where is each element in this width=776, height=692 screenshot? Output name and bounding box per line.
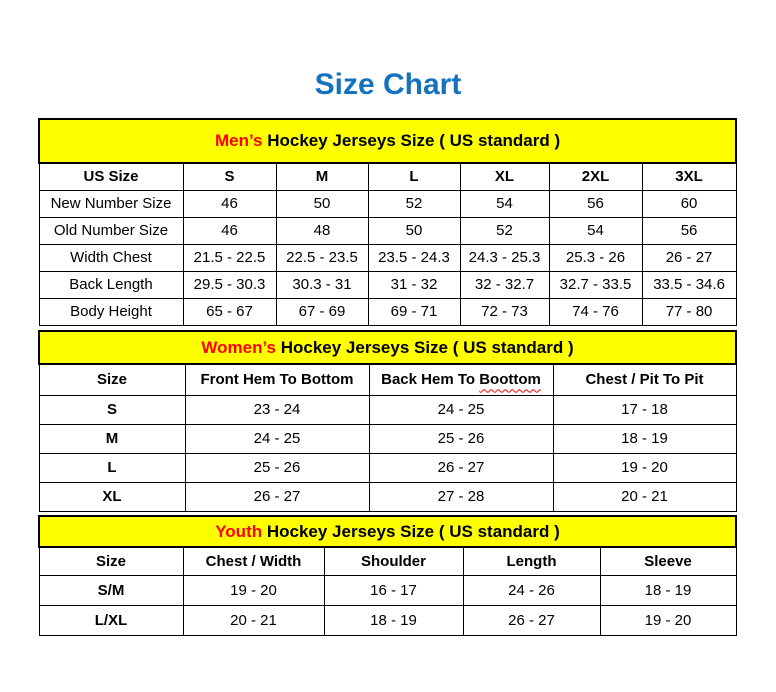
row-label: S: [39, 396, 185, 425]
womens-section-title-highlight: Women’s: [201, 337, 276, 357]
cell: 22.5 - 23.5: [276, 245, 368, 272]
youth-section-title: [39, 516, 736, 547]
table-row: [39, 454, 736, 483]
cell: 26 - 27: [463, 606, 600, 636]
cell: 20 - 21: [553, 483, 736, 512]
cell: 23.5 - 24.3: [368, 245, 460, 272]
cell: 50: [368, 218, 460, 245]
table-row: [39, 191, 736, 218]
cell: 46: [183, 191, 276, 218]
row-label: Body Height: [39, 299, 183, 326]
cell: 52: [368, 191, 460, 218]
youth-header-row: [39, 547, 736, 576]
cell: 26 - 27: [642, 245, 736, 272]
youth-header-cell: Size: [39, 547, 183, 576]
cell: 54: [460, 191, 549, 218]
table-row: [39, 396, 736, 425]
mens-section-title-highlight: Men’s: [214, 131, 263, 151]
cell: 24 - 26: [463, 576, 600, 606]
womens-header-row: [39, 364, 736, 396]
womens-section-title-rest: Hockey Jerseys Size ( US standard ): [276, 337, 574, 357]
cell: 25 - 26: [185, 454, 369, 483]
mens-header-cell: 3XL: [642, 163, 736, 191]
cell: 26 - 27: [185, 483, 369, 512]
table-row: [39, 483, 736, 512]
row-label: Old Number Size: [39, 218, 183, 245]
row-label: XL: [39, 483, 185, 512]
cell: 77 - 80: [642, 299, 736, 326]
cell: 25 - 26: [369, 425, 553, 454]
row-label: Width Chest: [39, 245, 183, 272]
table-row: [39, 576, 736, 606]
mens-header-cell: XL: [460, 163, 549, 191]
table-row: [39, 425, 736, 454]
youth-section-title-highlight: Youth: [215, 521, 263, 541]
womens-header-cell: Front Hem To Bottom: [185, 364, 369, 396]
cell: 31 - 32: [368, 272, 460, 299]
mens-section-header: [39, 119, 736, 163]
youth-header-cell: Sleeve: [600, 547, 736, 576]
cell: 18 - 19: [600, 576, 736, 606]
cell: 23 - 24: [185, 396, 369, 425]
womens-size-table: [38, 330, 737, 512]
mens-section-title: [39, 119, 736, 163]
youth-header-cell: Length: [463, 547, 600, 576]
row-label: New Number Size: [39, 191, 183, 218]
back-hem-label-misspelled: Boottom: [479, 371, 541, 389]
cell: 21.5 - 22.5: [183, 245, 276, 272]
cell: 32 - 32.7: [460, 272, 549, 299]
cell: 52: [460, 218, 549, 245]
cell: 24 - 25: [369, 396, 553, 425]
cell: 56: [642, 218, 736, 245]
mens-section-title-rest: Hockey Jerseys Size ( US standard ): [262, 131, 561, 151]
womens-section-title: [39, 331, 736, 364]
row-label: L: [39, 454, 185, 483]
youth-size-table: [38, 515, 737, 636]
cell: 54: [549, 218, 642, 245]
cell: 19 - 20: [600, 606, 736, 636]
back-hem-label-prefix: Back Hem To: [381, 371, 480, 389]
mens-header-cell: 2XL: [549, 163, 642, 191]
row-label: Back Length: [39, 272, 183, 299]
cell: 25.3 - 26: [549, 245, 642, 272]
size-tables-container: [38, 118, 735, 636]
page-title: Size Chart: [314, 68, 462, 101]
row-label: M: [39, 425, 185, 454]
mens-header-cell: S: [183, 163, 276, 191]
cell: 19 - 20: [183, 576, 324, 606]
youth-header-cell: Chest / Width: [183, 547, 324, 576]
womens-section-header: [39, 331, 736, 364]
cell: 29.5 - 30.3: [183, 272, 276, 299]
row-label: S/M: [39, 576, 183, 606]
youth-section-title-rest: Hockey Jerseys Size ( US standard ): [262, 521, 560, 541]
cell: 33.5 - 34.6: [642, 272, 736, 299]
cell: 20 - 21: [183, 606, 324, 636]
table-row: [39, 245, 736, 272]
cell: 46: [183, 218, 276, 245]
cell: 19 - 20: [553, 454, 736, 483]
cell: 50: [276, 191, 368, 218]
cell: 26 - 27: [369, 454, 553, 483]
cell: 65 - 67: [183, 299, 276, 326]
table-row: [39, 299, 736, 326]
cell: 18 - 19: [324, 606, 463, 636]
mens-header-cell: L: [368, 163, 460, 191]
youth-section-header: [39, 516, 736, 547]
womens-header-cell: [369, 364, 553, 396]
mens-header-row: [39, 163, 736, 191]
womens-header-cell: Size: [39, 364, 185, 396]
cell: 32.7 - 33.5: [549, 272, 642, 299]
mens-header-cell: US Size: [39, 163, 183, 191]
cell: 56: [549, 191, 642, 218]
cell: 16 - 17: [324, 576, 463, 606]
cell: 24 - 25: [185, 425, 369, 454]
youth-header-cell: Shoulder: [324, 547, 463, 576]
mens-header-cell: M: [276, 163, 368, 191]
cell: 69 - 71: [368, 299, 460, 326]
cell: 18 - 19: [553, 425, 736, 454]
cell: 30.3 - 31: [276, 272, 368, 299]
table-row: [39, 218, 736, 245]
table-row: [39, 606, 736, 636]
womens-header-cell: Chest / Pit To Pit: [553, 364, 736, 396]
cell: 17 - 18: [553, 396, 736, 425]
row-label: L/XL: [39, 606, 183, 636]
mens-size-table: [38, 118, 737, 326]
cell: 27 - 28: [369, 483, 553, 512]
cell: 74 - 76: [549, 299, 642, 326]
table-row: [39, 272, 736, 299]
cell: 72 - 73: [460, 299, 549, 326]
cell: 67 - 69: [276, 299, 368, 326]
cell: 24.3 - 25.3: [460, 245, 549, 272]
cell: 48: [276, 218, 368, 245]
cell: 60: [642, 191, 736, 218]
